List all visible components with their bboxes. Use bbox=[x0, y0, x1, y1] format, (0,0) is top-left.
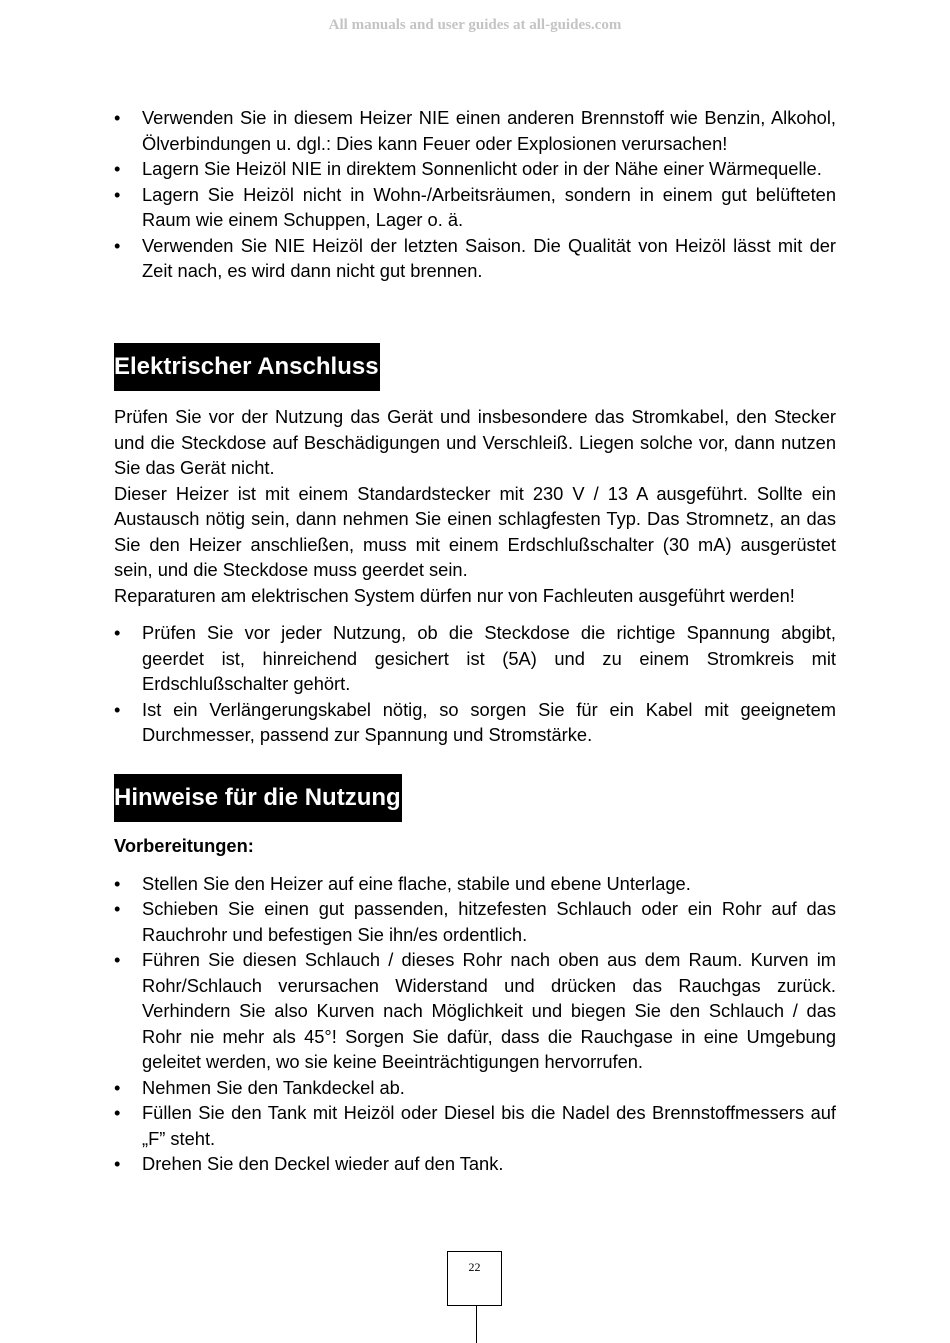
paragraph: Prüfen Sie vor der Nutzung das Gerät und insbesondere das Stromkabel, den Stecker und die Steckdose auf Beschädigungen und Verschleiß. Liegen solche vor, dann nutzen Sie das Gerät nicht. bbox=[114, 406, 836, 478]
list-item: • Drehen Sie den Deckel wieder auf den Tank. bbox=[114, 1151, 836, 1177]
list-item: • Lagern Sie Heizöl nicht in Wohn-/Arbeitsräumen, sondern in einem gut belüfteten Raum wie einem Schuppen, Lager o. ä. bbox=[114, 182, 836, 233]
intro-bullet-list bbox=[114, 105, 836, 284]
watermark: All manuals and user guides at all-guides.com bbox=[328, 17, 622, 33]
list-item: • Ist ein Verlängerungskabel nötig, so sorgen Sie für ein Kabel mit geeignetem Durchmesser, passend zur Spannung und Stromstärke. bbox=[114, 697, 836, 748]
paragraph: Dieser Heizer ist mit einem Standardstecker mit 230 V / 13 A ausgeführt. Sollte ein Austausch nötig sein, dann nehmen Sie einen schlagfesten Typ. Das Stromnetz, an das Sie den Heizer anschließen, muss mit einem Erdschlußschalter (30 mA) ausgerüstet sein, und die Steckdose muss geerdet sein. bbox=[114, 482, 836, 580]
usage-bullet-list bbox=[114, 871, 836, 1177]
list-item: • Führen Sie diesen Schlauch / dieses Rohr nach oben aus dem Raum. Kurven im Rohr/Schlauch verursachen Widerstand und drücken das Rauchgas zurück. Verhindern Sie also Kurven nach Möglichkeit und biegen Sie den Schlauch / das Rohr nie mehr als 45°! Sorgen Sie dafür, dass die Rauchgase in eine Umgebung geleitet werden, wo sie keine Beeinträchtigungen hervorrufen. bbox=[114, 947, 836, 1075]
section-heading-usage: Hinweise für die Nutzung bbox=[114, 774, 402, 822]
section-heading-electric: Elektrischer Anschluss bbox=[114, 343, 380, 391]
page-number-divider bbox=[476, 1306, 477, 1343]
list-item: • Schieben Sie einen gut passenden, hitzefesten Schlauch oder ein Rohr auf das Rauchrohr und befestigen Sie ihn/es ordentlich. bbox=[114, 896, 836, 947]
list-item: • Füllen Sie den Tank mit Heizöl oder Diesel bis die Nadel des Brennstoffmessers auf „F” steht. bbox=[114, 1100, 836, 1151]
paragraph: Reparaturen am elektrischen System dürfen nur von Fachleuten ausgeführt werden! bbox=[114, 584, 795, 606]
list-item: • Lagern Sie Heizöl NIE in direktem Sonnenlicht oder in der Nähe einer Wärmequelle. bbox=[114, 156, 836, 182]
subheading-preparations: Vorbereitungen: bbox=[114, 835, 254, 856]
electric-bullet-list bbox=[114, 620, 836, 748]
usage-section bbox=[114, 774, 836, 1177]
list-item: • Prüfen Sie vor jeder Nutzung, ob die Steckdose die richtige Spannung abgibt, geerdet ist, hinreichend gesichert ist (5A) und zu einem Stromkreis mit Erdschlußschalter gehört. bbox=[114, 620, 836, 697]
page-number: 22 bbox=[447, 1251, 502, 1306]
list-item: • Verwenden Sie in diesem Heizer NIE einen anderen Brennstoff wie Benzin, Alkohol, Ölverbindungen u. dgl.: Dies kann Feuer oder Explosionen verursachen! bbox=[114, 105, 836, 156]
electric-section bbox=[114, 343, 836, 748]
list-item: • Stellen Sie den Heizer auf eine flache, stabile und ebene Unterlage. bbox=[114, 871, 836, 897]
list-item: • Verwenden Sie NIE Heizöl der letzten Saison. Die Qualität von Heizöl lässt mit der Zeit nach, es wird dann nicht gut brennen. bbox=[114, 233, 836, 284]
list-item: • Nehmen Sie den Tankdeckel ab. bbox=[114, 1075, 836, 1101]
